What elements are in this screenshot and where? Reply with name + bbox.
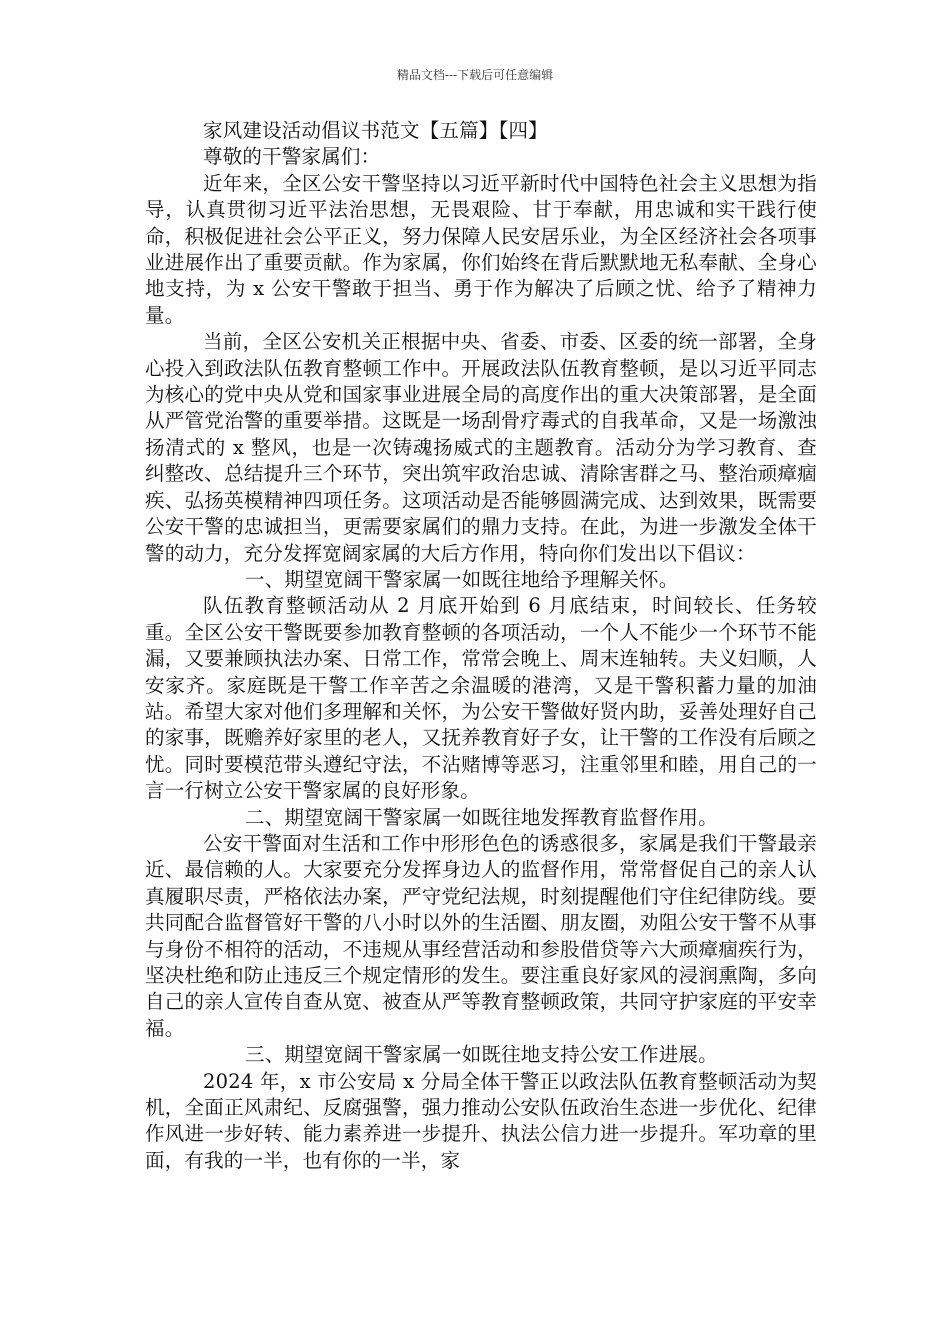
paragraph-context: 当前，全区公安机关正根据中央、省委、市委、区委的统一部署，全身心投入到政法队伍教育整顿工作中。开展政法队伍教育整顿，是以习近平同志为核心的党中央从党和国家事业进展全局的高度作出的重大决策部署，是全面从严管党治警的重要举措。这既是一场刮骨疗毒式的自我革命，又是一场激浊扬清式的 x 整风，也是一次铸魂扬威式的主题教育。活动分为学习教育、查纠整改、总结提升三个环节，突出筑牢政治忠诚、清除害群之马、整治顽瘴痼疾、弘扬英模精神四项任务。这项活动是否能够圆满完成、达到效果，既需要公安干警的忠诚担当，更需要家属们的鼎力支持。在此，为进一步激发全体干警的动力，充分发挥宽阔家属的大后方作用，特向你们发出以下倡议：	[145, 330, 817, 565]
section-text-3: 2024 年，x 市公安局 x 分局全体干警正以政法队伍教育整顿活动为契机，全面正风肃纪、反腐强警，强力推动公安队伍政治生态进一步优化、纪律作风进一步好转、能力素养进一步提升、执法公信力进一步提升。军功章的里面，有我的一半，也有你的一半，家	[145, 1069, 817, 1172]
section-heading-1: 一、期望宽阔干警家属一如既往地给予理解关怀。	[245, 567, 679, 591]
page-header: 精品文档---下载后可任意编辑	[396, 68, 554, 82]
section-heading-3: 三、期望宽阔干警家属一如既往地支持公安工作进展。	[245, 1043, 718, 1067]
document-title: 家风建设活动倡议书范文【五篇】【四】	[203, 119, 548, 142]
document-body	[145, 118, 817, 1174]
salutation: 尊敬的干警家属们：	[203, 145, 381, 169]
section-heading-2: 二、期望宽阔干警家属一如既往地发挥教育监督作用。	[245, 805, 718, 829]
paragraph-intro: 近年来，全区公安干警坚持以习近平新时代中国特色社会主义思想为指导，认真贯彻习近平法治思想，无畏艰险、甘于奉献，用忠诚和实干践行使命，积极促进社会公平正义，努力保障人民安居乐业，为全区经济社会各项事业进展作出了重要贡献。作为家属，你们始终在背后默默地无私奉献、全身心地支持，为 x 公安干警敢于担当、勇于作为解决了后顾之忧、给予了精神力量。	[145, 171, 817, 327]
section-text-2: 公安干警面对生活和工作中形形色色的诱惑很多，家属是我们干警最亲近、最信赖的人。大家要充分发挥身边人的监督作用，常常督促自己的亲人认真履职尽责，严格依法办案，严守党纪法规，时刻提醒他们守住纪律防线。要共同配合监督管好干警的八小时以外的生活圈、朋友圈，劝阻公安干警不从事与身份不相符的活动，不违规从事经营活动和参股借贷等六大顽瘴痼疾行为，坚决杜绝和防止违反三个规定情形的发生。要注重良好家风的浸润熏陶，多向自己的亲人宣传自查从宽、被查从严等教育整顿政策，共同守护家庭的平安幸福。	[145, 831, 817, 1040]
section-text-1: 队伍教育整顿活动从 2 月底开始到 6 月底结束，时间较长、任务较重。全区公安干警既要参加教育整顿的各项活动，一个人不能少一个环节不能漏，又要兼顾执法办案、日常工作，常常会晚上、周末连轴转。夫义妇顺，人安家齐。家庭既是干警工作辛苦之余温暖的港湾，又是干警积蓄力量的加油站。希望大家对他们多理解和关怀，为公安干警做好贤内助，妥善处理好自己的家事，既赡养好家里的老人，又抚养教育好子女，让干警的工作没有后顾之忧。同时要模范带头遵纪守法，不沾赌博等恶习，注重邻里和睦，用自己的一言一行树立公安干警家属的良好形象。	[145, 594, 817, 803]
